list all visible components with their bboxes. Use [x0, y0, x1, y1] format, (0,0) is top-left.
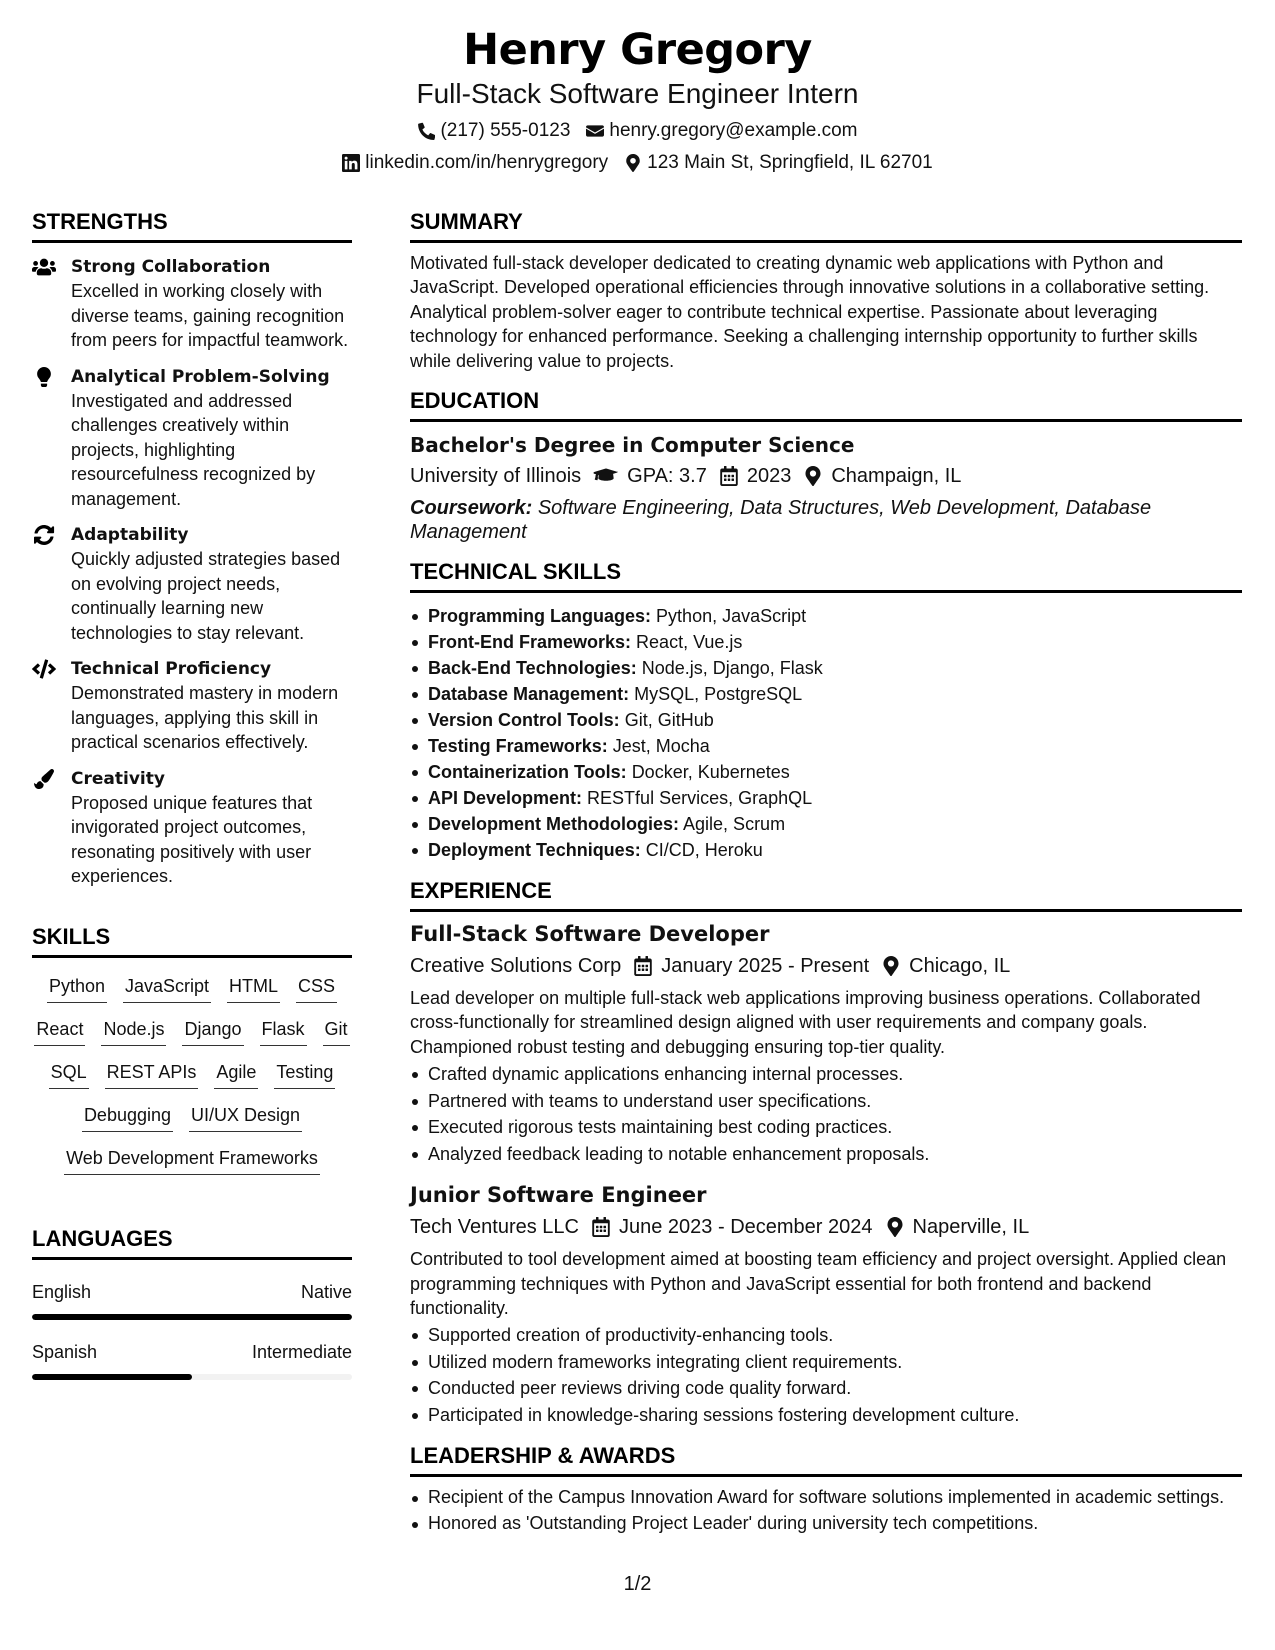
list-item: Partnered with teams to understand user specifications.: [410, 1088, 1242, 1115]
list-item: Crafted dynamic applications enhancing internal processes.: [410, 1061, 1242, 1088]
degree-title: Bachelor's Degree in Computer Science: [410, 433, 855, 458]
job-location: Naperville, IL: [912, 1216, 1030, 1239]
list-item: Supported creation of productivity-enhancing tools.: [410, 1322, 1242, 1349]
language-item: [32, 1280, 352, 1320]
skill-tags: [32, 972, 352, 1175]
list-item: [410, 603, 1242, 629]
language-bar-fill: [32, 1374, 192, 1380]
skill-values: Docker, Kubernetes: [631, 762, 790, 783]
technical-skills-heading: TECHNICAL SKILLS: [410, 558, 1242, 593]
summary-section: [410, 208, 1242, 373]
experience-section: [410, 877, 1242, 1428]
language-level: Intermediate: [251, 1341, 352, 1362]
skill-tag: Flask: [260, 1015, 307, 1046]
map-pin-icon: [885, 1217, 905, 1237]
phone-text: (217) 555-0123: [440, 120, 571, 141]
graduation-cap-icon: [593, 466, 619, 486]
skill-tag: CSS: [296, 972, 337, 1003]
map-pin-icon: [624, 154, 642, 172]
skill-values: React, Vue.js: [636, 632, 743, 653]
languages-heading: LANGUAGES: [32, 1225, 352, 1260]
list-item: [410, 707, 1242, 733]
strength-item: [32, 657, 352, 755]
coursework: [410, 496, 1242, 544]
page-number: 1/2: [623, 1573, 652, 1595]
skill-tag: Web Development Frameworks: [64, 1144, 320, 1175]
skill-values: Agile, Scrum: [683, 814, 786, 835]
language-bar-fill: [32, 1314, 352, 1320]
skill-tag: React: [34, 1015, 85, 1046]
strength-desc: Demonstrated mastery in modern languages, applying this skill in practical scenarios effectively.: [71, 683, 339, 752]
strengths-section: [32, 208, 352, 889]
skill-tag: JavaScript: [123, 972, 211, 1003]
strength-item: [32, 365, 352, 512]
leadership-list: [410, 1485, 1242, 1535]
languages-section: [32, 1225, 352, 1380]
linkedin-text[interactable]: linkedin.com/in/henrygregory: [365, 152, 609, 173]
calendar-icon: [719, 466, 739, 486]
code-icon: [32, 659, 56, 681]
calendar-icon: [591, 1217, 611, 1237]
refresh-icon: [32, 525, 56, 547]
skill-category: Development Methodologies:: [428, 814, 680, 835]
list-item: [410, 733, 1242, 759]
address-text: 123 Main St, Springfield, IL 62701: [647, 152, 933, 173]
job-description: Lead developer on multiple full-stack web applications improving business operations. Collaborated cross-functionally for streamlined design aligned with user requirements and company goals. Championed robust testing and debugging ensuring top-tier quality.: [410, 988, 1201, 1057]
company-name: Tech Ventures LLC: [410, 1216, 579, 1239]
language-bar: [32, 1314, 352, 1320]
list-item: [410, 629, 1242, 655]
skill-category: Back-End Technologies:: [428, 658, 637, 679]
resume-header: [0, 22, 1275, 178]
job-title: Junior Software Engineer: [410, 1183, 707, 1208]
skill-values: Git, GitHub: [624, 710, 714, 731]
skill-category: Testing Frameworks:: [428, 736, 608, 757]
skills-section: [32, 923, 352, 1175]
email-text[interactable]: henry.gregory@example.com: [609, 120, 858, 141]
contact-email[interactable]: [586, 116, 857, 146]
strength-desc: Investigated and addressed challenges creatively within projects, highlighting resourcefulness recognized by management.: [71, 390, 316, 509]
education-heading: EDUCATION: [410, 387, 1242, 422]
map-pin-icon: [803, 466, 823, 486]
leadership-heading: LEADERSHIP & AWARDS: [410, 1442, 1242, 1477]
skill-tag: Agile: [214, 1058, 258, 1089]
contact-line-1: [0, 116, 1275, 146]
graduation-year: 2023: [746, 465, 792, 488]
company-name: Creative Solutions Corp: [410, 955, 622, 978]
linkedin-icon: [342, 154, 360, 172]
job-meta: [410, 1213, 1242, 1241]
skill-category: Front-End Frameworks:: [428, 632, 632, 653]
calendar-icon: [633, 956, 653, 976]
skill-category: Database Management:: [428, 684, 630, 705]
skill-tag: Node.js: [101, 1015, 166, 1046]
lightbulb-icon: [32, 367, 56, 389]
skill-tag: Python: [47, 972, 107, 1003]
strength-title: Adaptability: [71, 525, 189, 545]
education-location: Champaign, IL: [831, 465, 962, 488]
skill-tag: HTML: [227, 972, 280, 1003]
strength-title: Creativity: [71, 768, 165, 789]
strength-desc: Proposed unique features that invigorated project outcomes, resonating positively with user experiences.: [71, 792, 313, 886]
skill-category: Containerization Tools:: [428, 762, 627, 783]
skill-values: MySQL, PostgreSQL: [634, 684, 803, 705]
contact-line-2: [0, 148, 1275, 178]
technical-skills-section: [410, 558, 1242, 863]
language-level: Native: [300, 1281, 352, 1302]
list-item: [410, 811, 1242, 837]
list-item: [410, 837, 1242, 863]
gpa: GPA: 3.7: [627, 465, 707, 488]
job-entry: [410, 920, 1242, 1167]
language-name: Spanish: [32, 1341, 98, 1362]
job-title: Full-Stack Software Developer: [410, 922, 770, 947]
skill-category: Version Control Tools:: [428, 710, 620, 731]
skill-values: Python, JavaScript: [656, 606, 807, 627]
list-item: Analyzed feedback leading to notable enhancement proposals.: [410, 1141, 1242, 1168]
skill-tag: Testing: [274, 1058, 335, 1089]
skill-tag: SQL: [49, 1058, 89, 1089]
skill-tag: Debugging: [82, 1101, 173, 1132]
contact-phone: [417, 116, 570, 146]
job-bullets: [410, 1061, 1242, 1167]
skill-values: Node.js, Django, Flask: [641, 658, 823, 679]
users-icon: [32, 257, 56, 279]
strength-item: [32, 767, 352, 889]
list-item: [410, 681, 1242, 707]
map-pin-icon: [881, 956, 901, 976]
leadership-section: [410, 1442, 1242, 1535]
contact-linkedin[interactable]: [342, 148, 608, 178]
list-item: Honored as 'Outstanding Project Leader' during university tech competitions.: [410, 1511, 1242, 1535]
job-entry: [410, 1181, 1242, 1428]
job-location: Chicago, IL: [909, 955, 1011, 978]
skill-tag: REST APIs: [105, 1058, 199, 1089]
technical-skills-list: [410, 603, 1242, 863]
strength-item: [32, 255, 352, 353]
paintbrush-icon: [32, 769, 56, 791]
envelope-icon: [586, 122, 604, 140]
skill-values: RESTful Services, GraphQL: [587, 788, 813, 809]
strength-desc: Quickly adjusted strategies based on evolving project needs, continually learning new technologies to stay relevant.: [71, 549, 341, 643]
list-item: [410, 759, 1242, 785]
strength-item: [32, 523, 352, 645]
experience-heading: EXPERIENCE: [410, 877, 1242, 912]
job-dates: January 2025 - Present: [661, 955, 870, 978]
skill-category: Deployment Techniques:: [428, 840, 641, 861]
skill-values: CI/CD, Heroku: [645, 840, 763, 861]
skills-heading: SKILLS: [32, 923, 352, 958]
list-item: Executed rigorous tests maintaining best coding practices.: [410, 1114, 1242, 1141]
strength-desc: Excelled in working closely with diverse teams, gaining recognition from peers for impactful teamwork.: [71, 281, 349, 350]
phone-icon: [417, 122, 435, 140]
skill-category: Programming Languages:: [428, 606, 652, 627]
skill-category: API Development:: [428, 788, 583, 809]
job-description: Contributed to tool development aimed at boosting team efficiency and project oversight. Applied clean programming techniques with Python and JavaScript essential for both frontend and backend functionality.: [410, 1249, 1227, 1319]
skill-tag: Django: [182, 1015, 243, 1046]
language-name: English: [32, 1281, 92, 1302]
summary-heading: SUMMARY: [410, 208, 1242, 243]
list-item: Participated in knowledge-sharing sessions fostering development culture.: [410, 1402, 1242, 1429]
job-dates: June 2023 - December 2024: [619, 1216, 873, 1239]
language-bar: [32, 1374, 352, 1380]
skill-values: Jest, Mocha: [612, 736, 710, 757]
strengths-heading: STRENGTHS: [32, 208, 352, 243]
contact-address: [624, 148, 933, 178]
coursework-list: Software Engineering, Data Structures, Web Development, Database Management: [410, 497, 1152, 544]
list-item: Conducted peer reviews driving code quality forward.: [410, 1375, 1242, 1402]
school-name: University of Illinois: [410, 465, 582, 488]
coursework-label: Coursework:: [410, 497, 533, 520]
job-bullets: [410, 1322, 1242, 1428]
list-item: Recipient of the Campus Innovation Award for software solutions implemented in academic settings.: [410, 1485, 1242, 1509]
language-item: [32, 1340, 352, 1380]
list-item: [410, 655, 1242, 681]
strength-title: Analytical Problem-Solving: [71, 366, 330, 387]
skill-tag: UI/UX Design: [189, 1101, 302, 1132]
education-section: [410, 387, 1242, 544]
left-column: [32, 208, 352, 1380]
job-meta: [410, 952, 1242, 980]
right-column: [410, 208, 1242, 1535]
candidate-name: Henry Gregory: [463, 25, 812, 75]
education-meta: [410, 462, 1242, 490]
candidate-title: Full-Stack Software Engineer Intern: [416, 78, 859, 109]
list-item: Utilized modern frameworks integrating client requirements.: [410, 1349, 1242, 1376]
summary-text: Motivated full-stack developer dedicated to creating dynamic web applications with Python and JavaScript. Developed operational efficiencies through innovative solutions in a collaborative setting. Analytical problem-solver eager to contribute technical expertise. Passionate about leveraging technology for enhanced performance. Seeking a challenging internship opportunity to further skills while delivering value to projects.: [410, 253, 1210, 371]
strength-title: Technical Proficiency: [71, 659, 272, 679]
skill-tag: Git: [323, 1015, 350, 1046]
strength-title: Strong Collaboration: [71, 257, 271, 277]
list-item: [410, 785, 1242, 811]
